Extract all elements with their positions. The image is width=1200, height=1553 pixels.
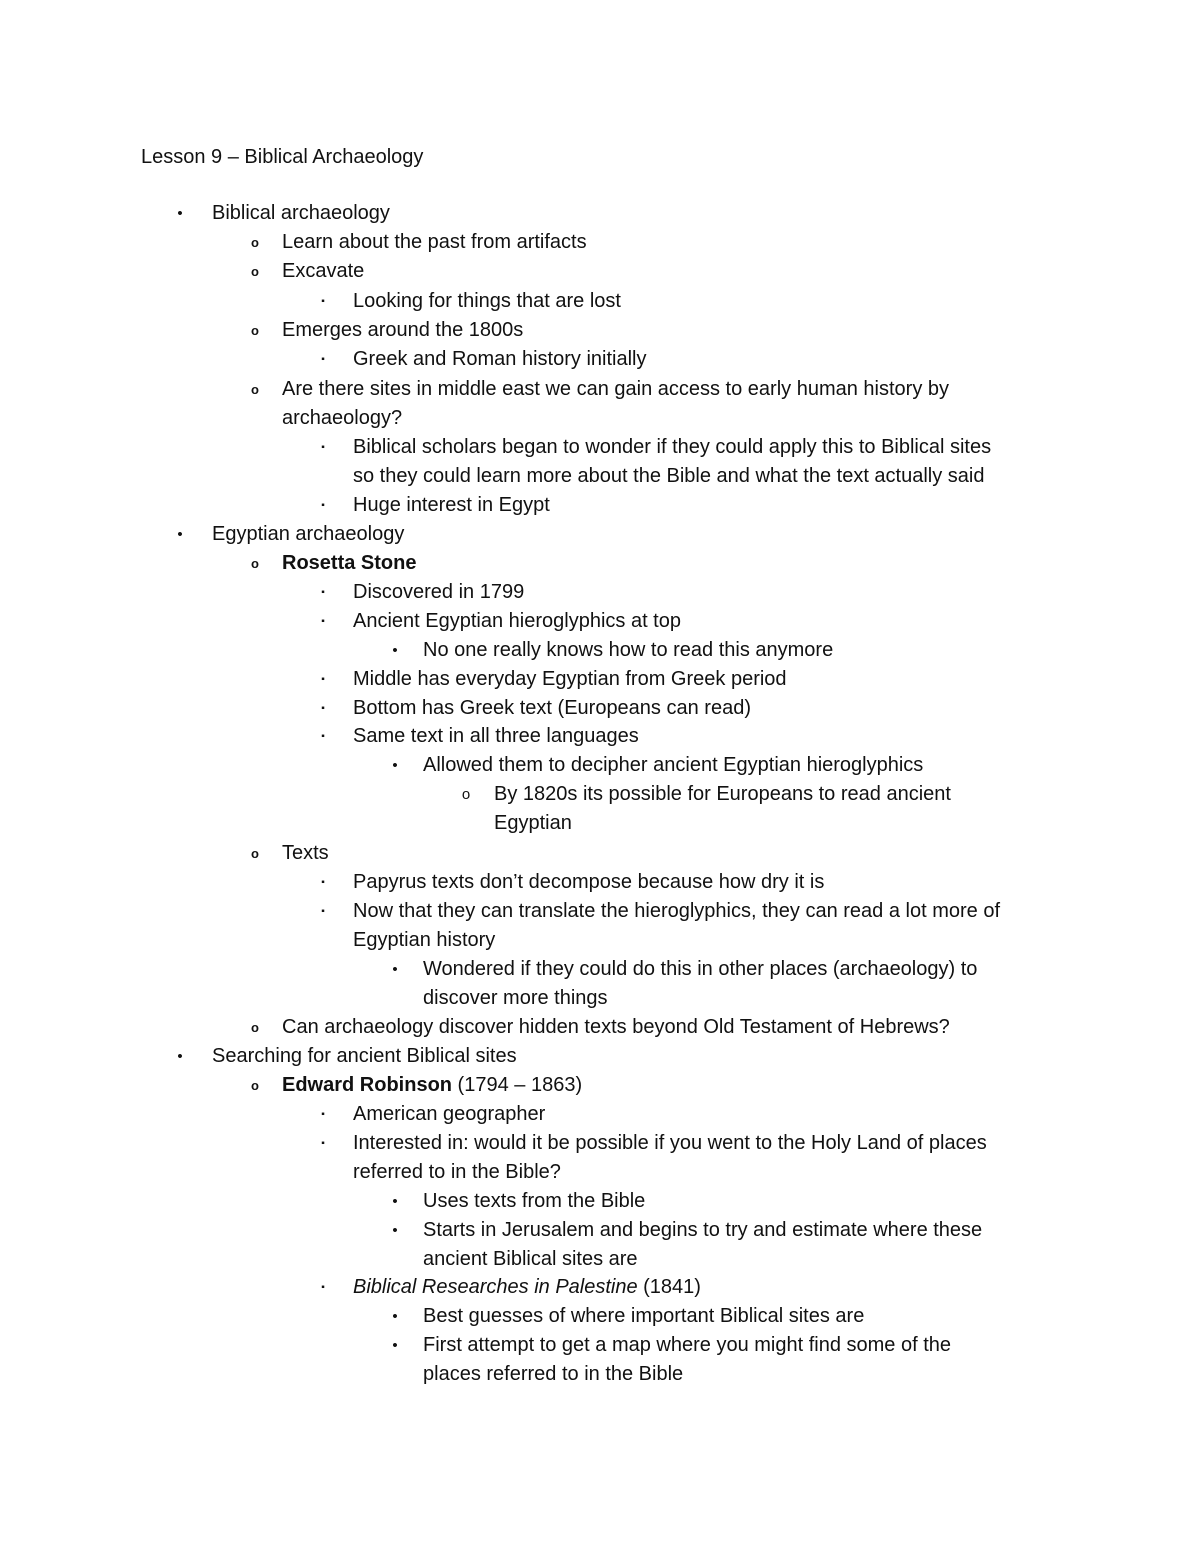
bullet-circle-icon: o <box>251 556 259 571</box>
outline-item: Can archaeology discover hidden texts beyond Old Testament of Hebrews? <box>282 1016 950 1038</box>
outline-item-bold: Rosetta Stone <box>282 552 417 574</box>
outline-item: Emerges around the 1800s <box>282 319 524 341</box>
outline-item: First attempt to get a map where you might find some of the <box>423 1334 952 1356</box>
bullet-square-icon: ▪ <box>321 616 325 627</box>
bullet-square-icon: ▪ <box>321 500 325 511</box>
outline-item: Starts in Jerusalem and begins to try and estimate where these <box>423 1219 983 1241</box>
outline-item: Allowed them to decipher ancient Egyptian hieroglyphics <box>423 754 924 776</box>
bullet-circle-icon: o <box>251 1020 259 1035</box>
outline-item-continuation: archaeology? <box>282 407 403 429</box>
outline-item: Looking for things that are lost <box>353 290 621 312</box>
bullet-square-icon: ▪ <box>321 1109 325 1120</box>
outline-item: Papyrus texts don’t decompose because how dry it is <box>353 871 825 893</box>
outline-item: Best guesses of where important Biblical sites are <box>423 1305 865 1327</box>
bullet-disc-icon: • <box>392 961 398 978</box>
book-year: (1841) <box>637 1276 701 1298</box>
bullet-square-icon: ▪ <box>321 442 325 453</box>
bullet-circle-icon: o <box>251 846 259 861</box>
outline-item: Wondered if they could do this in other places (archaeology) to <box>423 958 978 980</box>
bullet-circle-icon: o <box>251 1078 259 1093</box>
bullet-square-icon: ▪ <box>321 1138 325 1149</box>
bullet-disc-icon: • <box>177 205 183 222</box>
bullet-square-icon: ▪ <box>321 1282 325 1293</box>
bullet-square-icon: ▪ <box>321 731 325 742</box>
outline-item: No one really knows how to read this anymore <box>423 639 834 661</box>
bullet-disc-icon: • <box>392 1308 398 1325</box>
outline-item-continuation: places referred to in the Bible <box>423 1363 684 1385</box>
outline-item: Searching for ancient Biblical sites <box>212 1045 517 1067</box>
outline-item: Greek and Roman history initially <box>353 348 647 370</box>
outline-item: Same text in all three languages <box>353 725 639 747</box>
outline-item-continuation: Egyptian history <box>353 929 496 951</box>
outline-item: Bottom has Greek text (Europeans can read) <box>353 697 751 719</box>
outline-item-continuation: Egyptian <box>494 812 572 834</box>
bullet-square-icon: ▪ <box>321 703 325 714</box>
bullet-disc-icon: • <box>392 1193 398 1210</box>
bullet-disc-icon: • <box>392 757 398 774</box>
outline-item-continuation: discover more things <box>423 987 608 1009</box>
bullet-square-icon: ▪ <box>321 354 325 365</box>
bullet-square-icon: ▪ <box>321 906 325 917</box>
outline-item: Interested in: would it be possible if you went to the Holy Land of places <box>353 1132 987 1154</box>
outline-item: Ancient Egyptian hieroglyphics at top <box>353 610 681 632</box>
bullet-disc-icon: • <box>177 1048 183 1065</box>
bullet-square-icon: ▪ <box>321 674 325 685</box>
outline-item: Excavate <box>282 260 365 282</box>
outline-item: Learn about the past from artifacts <box>282 231 587 253</box>
outline-item-continuation: so they could learn more about the Bible and what the text actually said <box>353 465 985 487</box>
outline-item: Now that they can translate the hieroglyphics, they can read a lot more of <box>353 900 1001 922</box>
outline-item: Egyptian archaeology <box>212 523 405 545</box>
bullet-disc-icon: • <box>392 1222 398 1239</box>
bullet-disc-icon: • <box>392 642 398 659</box>
bullet-square-icon: ▪ <box>321 587 325 598</box>
bullet-disc-icon: • <box>392 1337 398 1354</box>
outline-item: Are there sites in middle east we can gain access to early human history by <box>282 378 949 400</box>
outline-item <box>353 1273 701 1302</box>
bullet-square-icon: ▪ <box>321 296 325 307</box>
outline-item: Uses texts from the Bible <box>423 1190 646 1212</box>
outline-item: Middle has everyday Egyptian from Greek period <box>353 668 787 690</box>
bullet-square-icon: ▪ <box>321 877 325 888</box>
bullet-circle-icon: o <box>461 786 471 803</box>
bullet-circle-icon: o <box>251 264 259 279</box>
outline-item <box>282 1071 582 1100</box>
outline-item: Biblical archaeology <box>212 202 390 224</box>
person-dates: (1794 – 1863) <box>452 1074 583 1096</box>
outline-item: Huge interest in Egypt <box>353 494 550 516</box>
book-title: Biblical Researches in Palestine <box>353 1276 638 1298</box>
bullet-disc-icon: • <box>177 526 183 543</box>
outline-item: By 1820s its possible for Europeans to read ancient <box>494 783 951 805</box>
outline-item-continuation: referred to in the Bible? <box>353 1161 561 1183</box>
bullet-circle-icon: o <box>251 382 259 397</box>
person-name: Edward Robinson <box>282 1074 452 1096</box>
bullet-circle-icon: o <box>251 323 259 338</box>
document-title: Lesson 9 – Biblical Archaeology <box>141 146 424 168</box>
bullet-circle-icon: o <box>251 235 259 250</box>
outline-item: Texts <box>282 842 329 864</box>
outline-item-continuation: ancient Biblical sites are <box>423 1248 638 1270</box>
outline-item: American geographer <box>353 1103 546 1125</box>
outline-item: Discovered in 1799 <box>353 581 525 603</box>
outline-item: Biblical scholars began to wonder if they could apply this to Biblical sites <box>353 436 992 458</box>
